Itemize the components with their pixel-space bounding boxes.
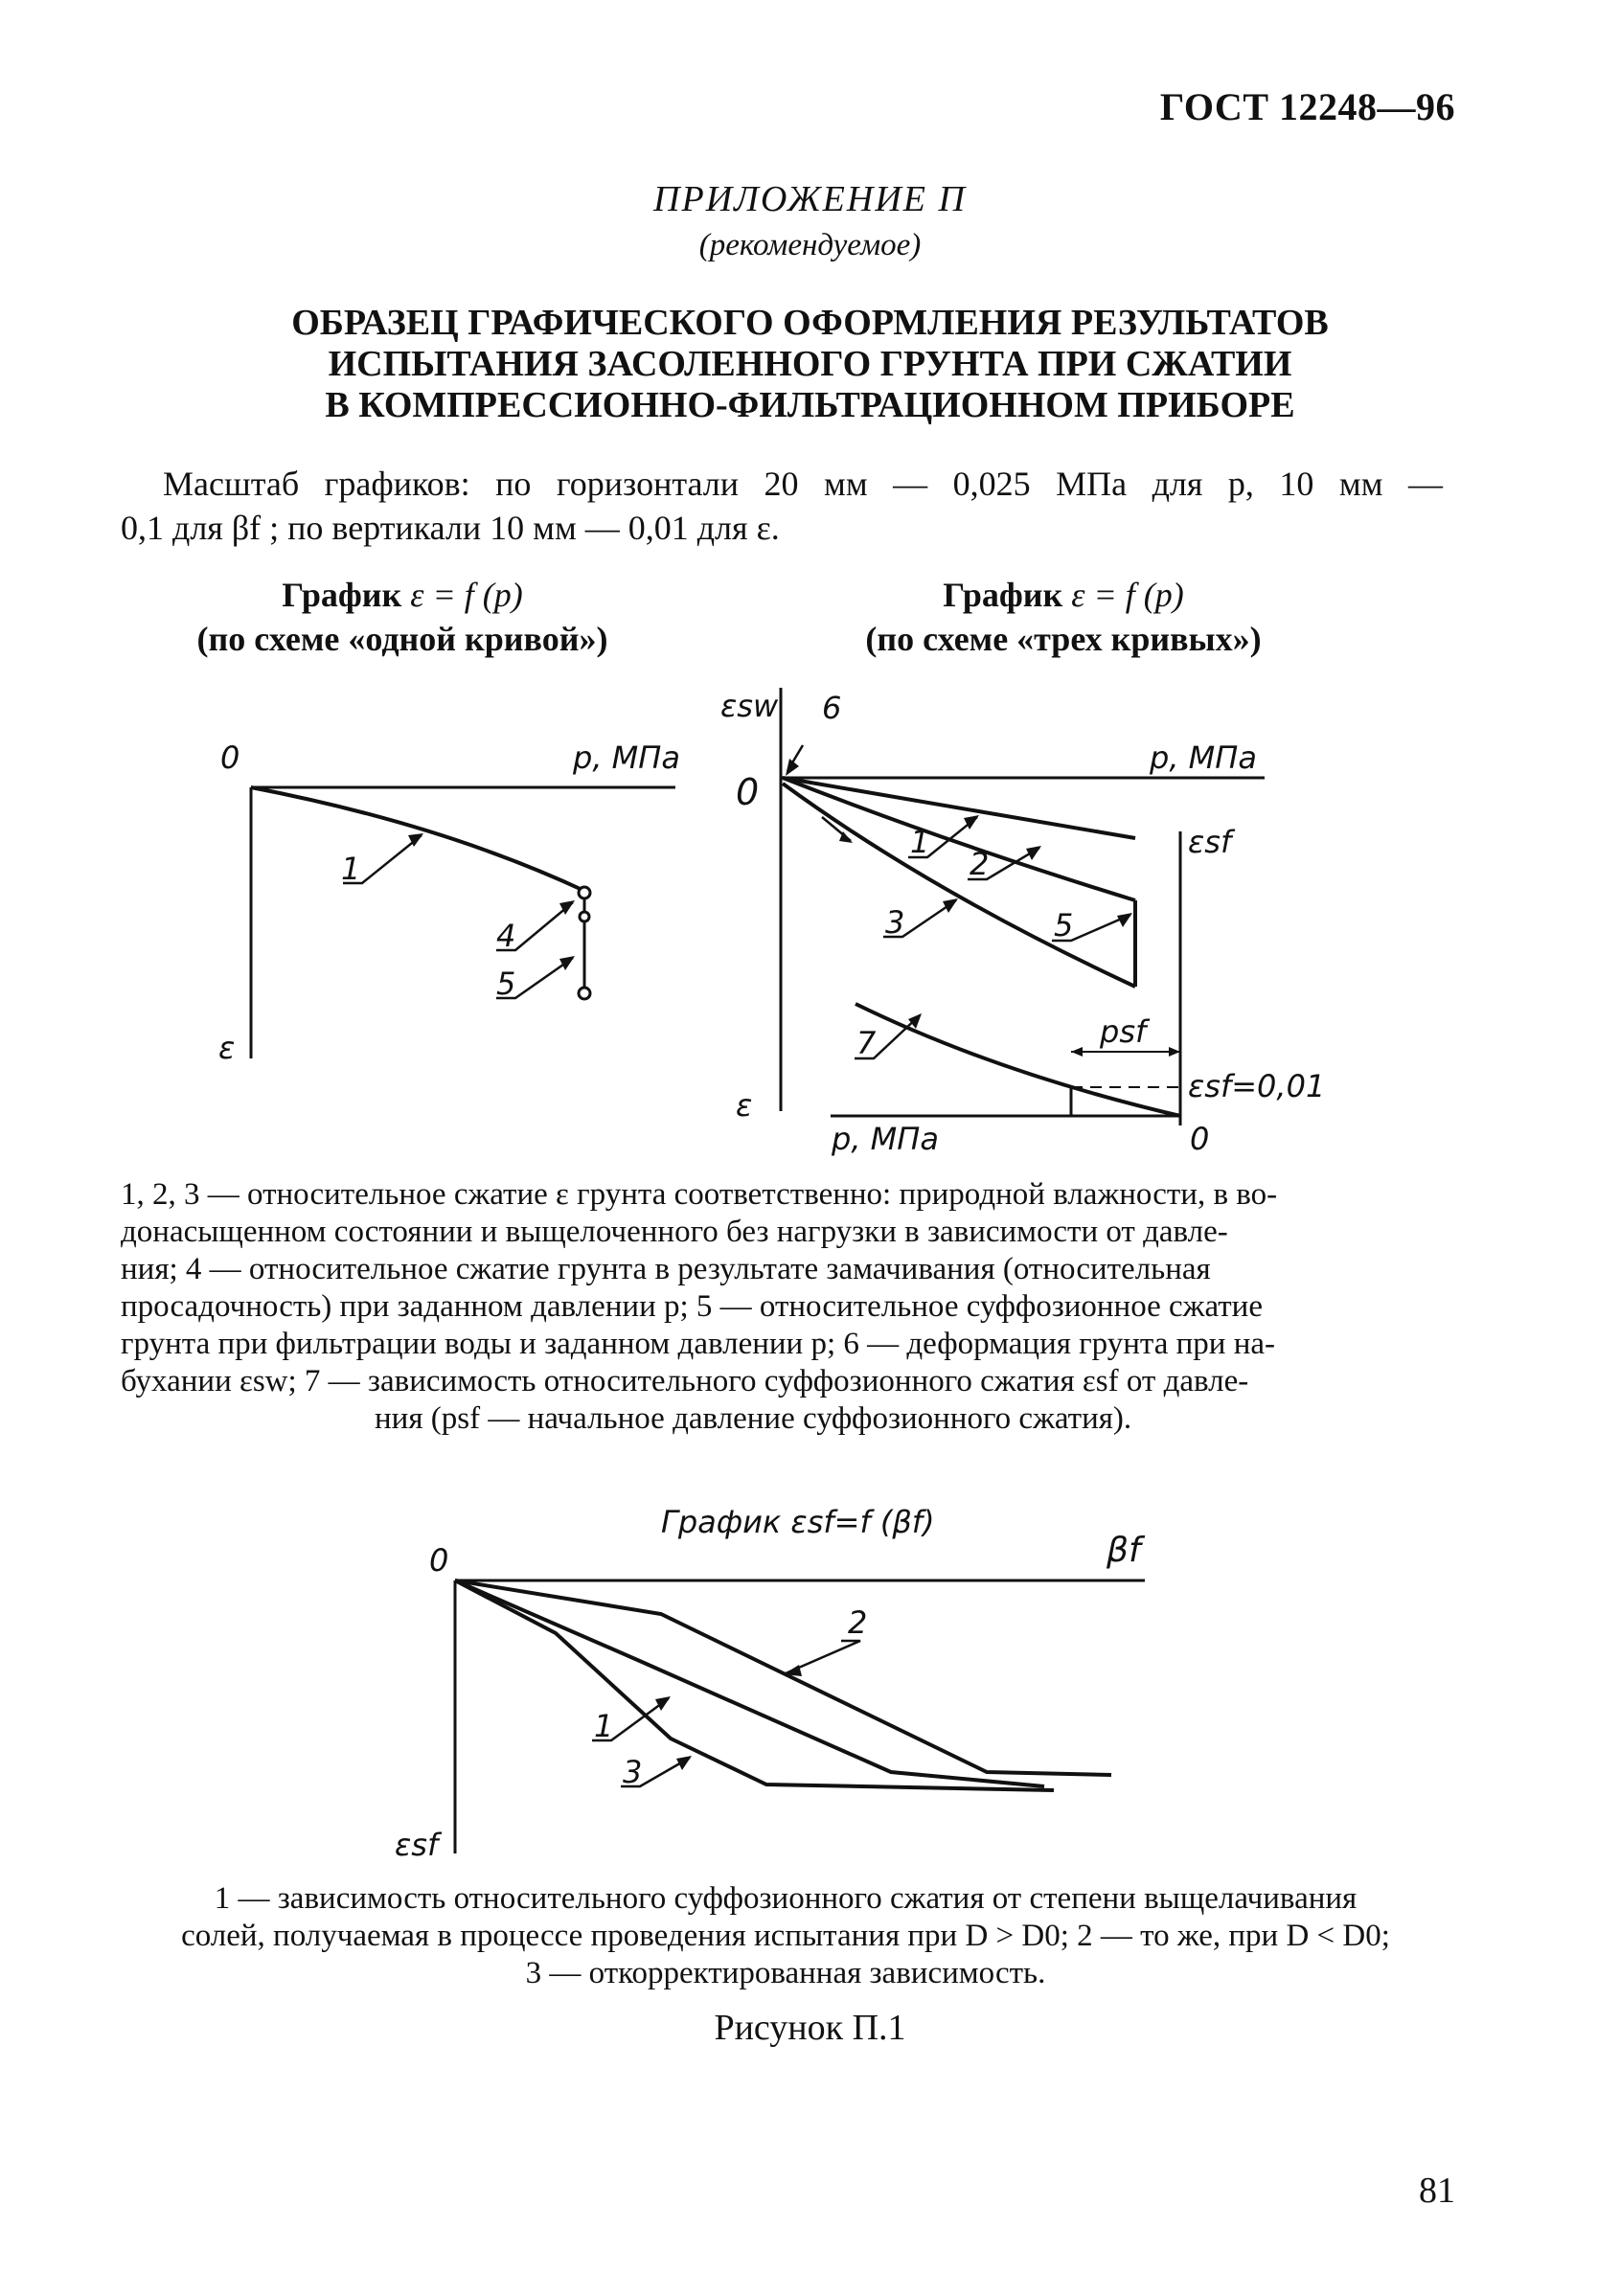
origin-label: 0 [429,1542,449,1579]
curve-label: 2 [970,846,990,882]
heading-prefix: График [943,576,1063,614]
curve-2 [455,1580,1111,1775]
curve-label: 4 [496,918,516,954]
caption-line: 3 — откорректированная зависимость. [525,1956,1046,1990]
appendix-title: ПРИЛОЖЕНИЕ П [653,179,967,219]
marker-point [579,887,590,898]
x-axis-label: βf [1107,1531,1141,1570]
left-graph-heading [134,573,671,661]
bottom-origin-label: 0 [1190,1121,1210,1157]
arrowhead [1071,1047,1083,1057]
page-number: 81 [1419,2171,1455,2211]
bottom-graph [383,1489,1169,1873]
graph-title: График εsf=f (βf) [661,1504,935,1540]
heading-formula: ε = f (p) [1071,576,1184,614]
caption-line: донасыщенном состоянии и выщелоченного без нагрузки в зависимости от давле- [121,1215,1228,1249]
caption-line: 1 — зависимость относительного суффозионного сжатия от степени выщелачивания [214,1881,1358,1916]
arrowhead [1169,1047,1180,1057]
caption-line: бухании εsw; 7 — зависимость относительного суффозионного сжатия εsf от давле- [121,1364,1249,1398]
title-line: ИСПЫТАНИЯ ЗАСОЛЕННОГО ГРУНТА ПРИ СЖАТИИ [328,344,1292,384]
document-title [0,303,1620,426]
psf-label: psf [1100,1013,1147,1050]
arrowhead [943,898,958,913]
y-axis-label: ε [218,1030,236,1066]
curve-label: 7 [856,1025,877,1061]
caption-line: ния (psf — начальное давление суффозионного сжатия). [375,1401,1132,1436]
curve-label: 1 [341,851,361,887]
curve-label: 5 [496,966,516,1002]
esf-value-label: εsf=0,01 [1188,1068,1326,1104]
curve-label: 2 [848,1604,868,1641]
y-axis-label: εsf [395,1827,439,1863]
graphs-caption [121,1176,1443,1438]
curve-1 [455,1580,1054,1790]
right-graph [709,671,1341,1169]
curve-label: 3 [623,1754,643,1790]
arrowhead [1117,913,1132,927]
left-graph [192,728,709,1073]
marker-point [579,988,590,999]
standard-header: ГОСТ 12248—96 [1159,85,1455,128]
scale-note-line: Масштаб графиков: по горизонтали 20 мм — 0,025 МПа для p, 10 мм — [163,465,1443,503]
arrowhead [786,759,799,776]
curve-label: 1 [910,824,930,860]
right-axis-label: εsf [1188,824,1232,860]
heading-subtitle: (по схеме «трех кривых») [865,620,1262,658]
caption-line: грунта при фильтрации воды и заданном давлении p; 6 — деформация грунта при на- [121,1327,1275,1361]
bottom-x-axis-label: p, МПа [832,1121,939,1157]
figure-label: Рисунок П.1 [714,2008,906,2048]
y-axis-label-top: εsw [720,688,779,724]
origin-label: 0 [220,739,240,776]
caption-line: просадочность) при заданном давлении p; 5 — относительное суффозионное сжатие [121,1289,1263,1324]
curve-2 [783,778,1135,900]
scale-note [121,462,1443,550]
appendix-subtitle: (рекомендуемое) [698,228,922,262]
heading-subtitle: (по схеме «одной кривой») [196,620,608,658]
curve-label: 5 [1054,907,1074,943]
marker-point [580,912,589,921]
scale-note-line: 0,1 для βf ; по вертикали 10 мм — 0,01 для ε. [121,509,780,547]
title-line: ОБРАЗЕЦ ГРАФИЧЕСКОГО ОФОРМЛЕНИЯ РЕЗУЛЬТАТОВ [291,303,1329,343]
curve-label: 1 [594,1708,614,1744]
curve-label: 6 [822,690,842,726]
caption-line: солей, получаемая в процессе проведения испытания при D > D0; 2 — то же, при D < D0; [181,1919,1390,1953]
title-line: В КОМПРЕССИОННО-ФИЛЬТРАЦИОННОМ ПРИБОРЕ [325,385,1295,425]
arrowhead [784,1665,802,1676]
arrowhead [676,1756,692,1770]
curve-label: 3 [885,904,905,941]
arrowhead [908,1013,922,1029]
heading-formula: ε = f (p) [410,576,523,614]
heading-prefix: График [282,576,402,614]
caption-line: ния; 4 — относительное сжатие грунта в результате замачивания (относительная [121,1252,1211,1286]
right-graph-heading [814,573,1312,661]
y-axis-label-bottom: ε [736,1087,753,1124]
x-axis-label: p, МПа [573,739,680,776]
caption-line: 1, 2, 3 — относительное сжатие ε грунта соответственно: природной влажности, в во- [121,1177,1278,1212]
arrowhead [559,956,575,970]
origin-label: 0 [736,771,760,813]
x-axis-label: p, МПа [1150,739,1257,776]
arrowhead [655,1696,671,1711]
bottom-caption [96,1880,1475,1992]
arrowhead [1026,846,1041,860]
